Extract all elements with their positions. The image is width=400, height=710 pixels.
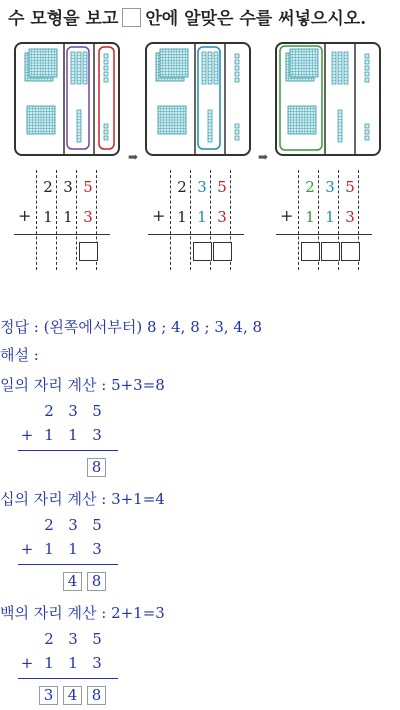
question-before: 수 모형을 보고 <box>8 9 119 29</box>
digit: 5 <box>92 516 102 534</box>
digit: 5 <box>92 402 102 420</box>
digit: 3 <box>83 208 93 226</box>
digit: 2 <box>305 178 315 196</box>
block-model-panel <box>275 42 381 156</box>
vertical-addition <box>144 170 254 270</box>
base-ten-blocks-icon <box>277 44 379 154</box>
base-ten-blocks-icon <box>147 44 249 154</box>
answer-box[interactable] <box>213 242 232 261</box>
digit: 5 <box>217 178 227 196</box>
sum-line <box>18 450 118 451</box>
digit: 2 <box>44 402 54 420</box>
step-calculation <box>18 402 128 482</box>
answer-box[interactable] <box>79 242 98 261</box>
arrow-icon: ➡ <box>128 150 139 164</box>
plus-sign: + <box>20 540 34 558</box>
digit: 1 <box>305 208 315 226</box>
place-value-divider <box>170 170 171 270</box>
digit: 1 <box>43 208 53 226</box>
answer-box[interactable] <box>341 242 360 261</box>
step-title: 일의 자리 계산 : 5+3=8 <box>0 376 165 394</box>
plus-sign: + <box>18 206 32 225</box>
digit: 3 <box>92 540 102 558</box>
plus-sign: + <box>20 426 34 444</box>
sum-line <box>18 564 118 565</box>
result-box: 4 <box>63 686 82 705</box>
answer-box[interactable] <box>301 242 320 261</box>
digit: 3 <box>68 630 78 648</box>
digit: 3 <box>325 178 335 196</box>
arrow-icon: ➡ <box>258 150 269 164</box>
digit: 2 <box>177 178 187 196</box>
digit: 3 <box>217 208 227 226</box>
digit: 1 <box>44 426 54 444</box>
blank-box-icon <box>122 8 141 27</box>
explain-label: 해설 : <box>0 346 39 364</box>
digit: 2 <box>43 178 53 196</box>
digit: 1 <box>63 208 73 226</box>
step-calculation <box>18 630 128 710</box>
result-box: 8 <box>87 686 106 705</box>
digit: 3 <box>197 178 207 196</box>
answer-box[interactable] <box>321 242 340 261</box>
question-text <box>8 4 366 29</box>
digit: 1 <box>325 208 335 226</box>
digit: 5 <box>92 630 102 648</box>
digit: 3 <box>68 402 78 420</box>
answer-label: 정답 : (왼쪽에서부터) 8 ; 4, 8 ; 3, 4, 8 <box>0 318 263 336</box>
vertical-addition <box>272 170 382 270</box>
base-ten-blocks-icon <box>16 44 118 154</box>
digit: 1 <box>44 540 54 558</box>
digit: 1 <box>68 540 78 558</box>
digit: 3 <box>63 178 73 196</box>
digit: 3 <box>92 426 102 444</box>
digit: 3 <box>92 654 102 672</box>
plus-sign: + <box>152 206 166 225</box>
result-box: 8 <box>87 458 106 477</box>
result-box: 4 <box>63 572 82 591</box>
step-title: 백의 자리 계산 : 2+1=3 <box>0 604 165 622</box>
digit: 3 <box>68 516 78 534</box>
result-box: 8 <box>87 572 106 591</box>
digit: 2 <box>44 630 54 648</box>
plus-sign: + <box>20 654 34 672</box>
digit: 1 <box>44 654 54 672</box>
question-after: 안에 알맞은 수를 써넣으시오. <box>145 9 367 29</box>
result-box: 3 <box>39 686 58 705</box>
sum-line <box>18 678 118 679</box>
place-value-divider <box>36 170 37 270</box>
digit: 1 <box>197 208 207 226</box>
step-title: 십의 자리 계산 : 3+1=4 <box>0 490 165 508</box>
digit: 5 <box>345 178 355 196</box>
sum-line <box>14 234 110 235</box>
step-calculation <box>18 516 128 596</box>
place-value-divider <box>298 170 299 270</box>
digit: 3 <box>345 208 355 226</box>
digit: 2 <box>44 516 54 534</box>
sum-line <box>276 234 372 235</box>
plus-sign: + <box>280 206 294 225</box>
digit: 5 <box>83 178 93 196</box>
digit: 1 <box>68 654 78 672</box>
sum-line <box>148 234 244 235</box>
block-model-panel <box>145 42 251 156</box>
vertical-addition <box>10 170 120 270</box>
block-model-panel <box>14 42 120 156</box>
digit: 1 <box>177 208 187 226</box>
digit: 1 <box>68 426 78 444</box>
answer-box[interactable] <box>193 242 212 261</box>
